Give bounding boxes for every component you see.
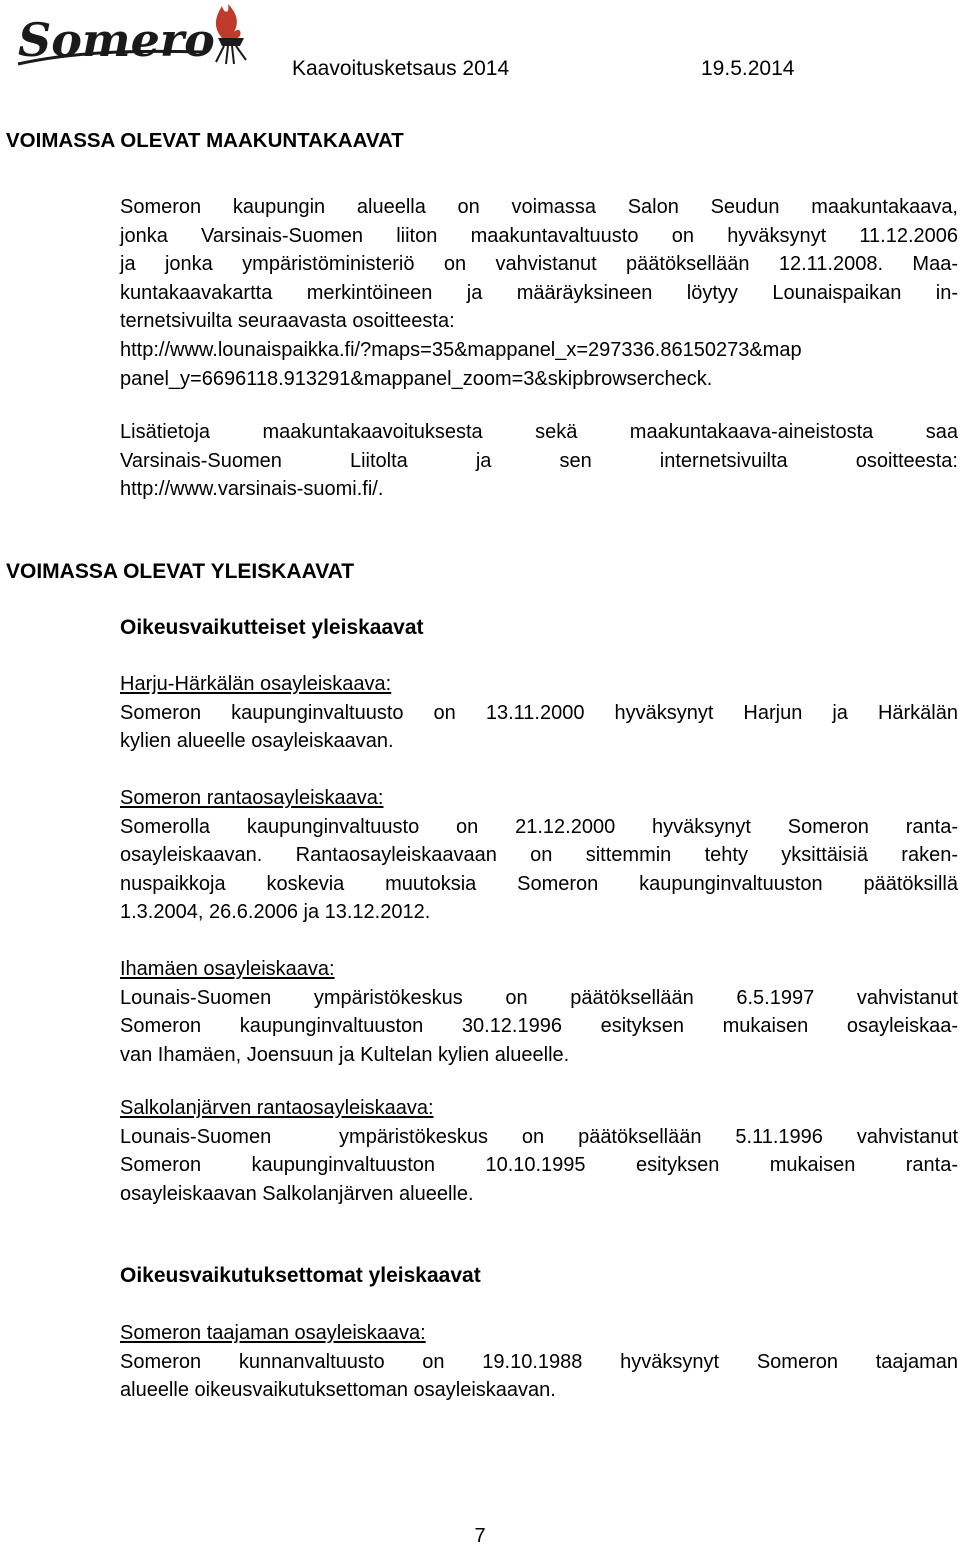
- url-lounaispaikka-cont[interactable]: panel_y=6696118.913291&mappanel_zoom=3&skipbrowsercheck.: [120, 367, 713, 390]
- item-title: Someron rantaosayleiskaava:: [120, 787, 384, 809]
- text-line: Varsinais-Suomen Liitolta ja sen internetsivuilta osoitteesta:: [120, 449, 958, 472]
- text-line: osayleiskaavan. Rantaosayleiskaavaan on sittemmin tehty yksittäisiä raken-: [120, 844, 958, 867]
- item-taajama: [120, 1319, 958, 1405]
- text-line: Lounais-Suomen ympäristökeskus on päätöksellään 5.11.1996 vahvistanut: [120, 1125, 958, 1148]
- text-line: Lisätietoja maakuntakaavoituksesta sekä maakuntakaava-aineistosta saa: [120, 421, 958, 443]
- text-line: kylien alueelle osayleiskaavan.: [120, 730, 394, 753]
- text-line: ja jonka ympäristöministeriö on vahvistanut päätöksellään 12.11.2008. Maa-: [120, 253, 958, 276]
- subheading-oikeusvaikutuksettomat: Oikeusvaikutuksettomat yleiskaavat: [120, 1264, 481, 1287]
- text-line: Someron kaupungin alueella on voimassa Salon Seudun maakuntakaava,: [120, 196, 958, 218]
- text-line: van Ihamäen, Joensuun ja Kultelan kylien alueelle.: [120, 1043, 570, 1066]
- paragraph-maakuntakaava: [120, 193, 958, 393]
- item-title: Harju-Härkälän osayleiskaava:: [120, 673, 392, 695]
- heading-yleiskaavat: VOIMASSA OLEVAT YLEISKAAVAT: [6, 560, 355, 583]
- item-rantaosayleiskaava: [120, 784, 958, 927]
- item-harju-harkala: [120, 670, 958, 756]
- text-line: Someron kaupunginvaltuuston 30.12.1996 esityksen mukaisen osayleiskaa-: [120, 1015, 958, 1038]
- text-line: Someron kaupunginvaltuuston 10.10.1995 esityksen mukaisen ranta-: [120, 1154, 958, 1177]
- item-ihamaki: [120, 955, 958, 1069]
- text-line: jonka Varsinais-Suomen liiton maakuntavaltuusto on hyväksynyt 11.12.2006: [120, 224, 958, 247]
- text-line: Someron kunnanvaltuusto on 19.10.1988 hyväksynyt Someron taajaman: [120, 1350, 958, 1373]
- heading-maakuntakaavat: VOIMASSA OLEVAT MAAKUNTAKAAVAT: [6, 129, 404, 152]
- text-line: alueelle oikeusvaikutuksettoman osayleiskaavan.: [120, 1379, 556, 1402]
- paragraph-lisatietoja: [120, 418, 958, 504]
- url-lounaispaikka[interactable]: http://www.lounaispaikka.fi/?maps=35&mappanel_x=297336.86150273&map: [120, 338, 802, 361]
- text-line: ternetsivuilta seuraavasta osoitteesta:: [120, 310, 455, 333]
- text-line: Somerolla kaupunginvaltuusto on 21.12.2000 hyväksynyt Someron ranta-: [120, 815, 958, 838]
- text-line: Someron kaupunginvaltuusto on 13.11.2000 hyväksynyt Harjun ja Härkälän: [120, 701, 958, 724]
- item-title: Salkolanjärven rantaosayleiskaava:: [120, 1097, 434, 1119]
- somero-logo: [12, 2, 262, 72]
- somero-logo-graphic: [12, 2, 262, 72]
- text-line: osayleiskaavan Salkolanjärven alueelle.: [120, 1182, 474, 1205]
- text-line: 1.3.2004, 26.6.2006 ja 13.12.2012.: [120, 901, 431, 924]
- document-date: 19.5.2014: [701, 57, 795, 80]
- url-varsinais-suomi[interactable]: http://www.varsinais-suomi.fi/.: [120, 478, 384, 501]
- logo-wordmark: Somero: [18, 13, 215, 67]
- text-line: Lounais-Suomen ympäristökeskus on päätöksellään 6.5.1997 vahvistanut: [120, 986, 958, 1009]
- text-line: nuspaikkoja koskevia muutoksia Someron kaupunginvaltuuston päätöksillä: [120, 872, 958, 895]
- subheading-oikeusvaikutteiset: Oikeusvaikutteiset yleiskaavat: [120, 616, 424, 639]
- text-line: kuntakaavakartta merkintöineen ja määräyksineen löytyy Lounaispaikan in-: [120, 281, 958, 304]
- page-number: 7: [474, 1525, 486, 1547]
- logo-flame-tree-icon: [216, 4, 246, 64]
- item-salkolanjarvi: [120, 1094, 958, 1208]
- document-title: Kaavoitusketsaus 2014: [292, 57, 510, 80]
- item-title: Someron taajaman osayleiskaava:: [120, 1322, 426, 1344]
- item-title: Ihamäen osayleiskaava:: [120, 958, 335, 980]
